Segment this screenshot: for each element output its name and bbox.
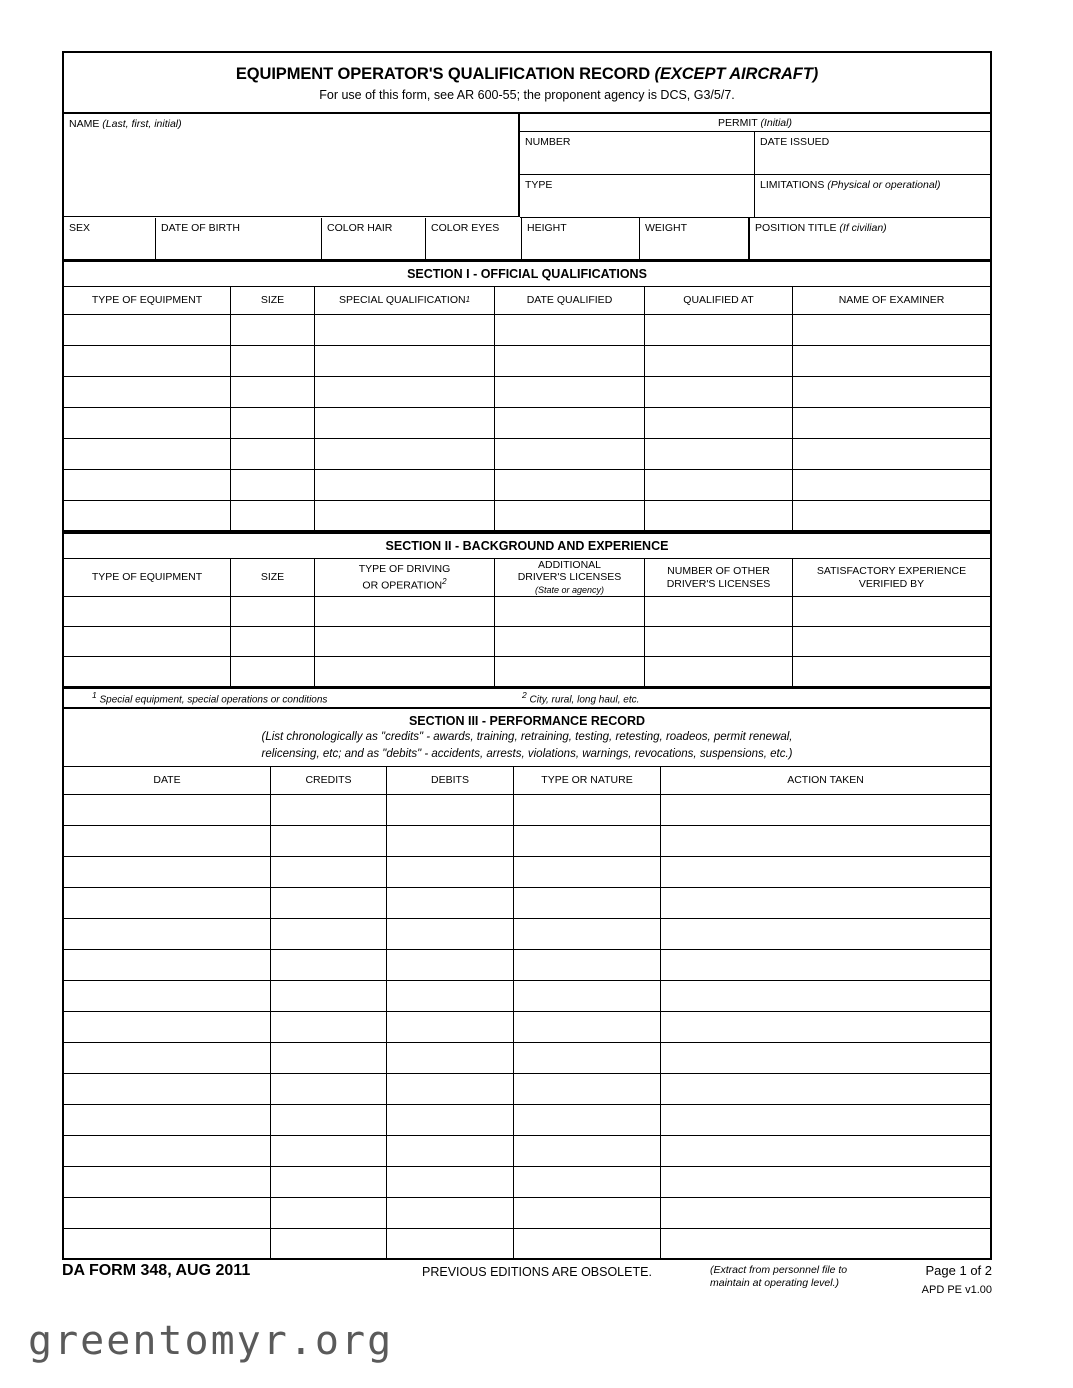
table-cell[interactable] bbox=[315, 597, 495, 627]
table-cell[interactable] bbox=[387, 1229, 514, 1260]
table-cell[interactable] bbox=[231, 315, 315, 346]
table-cell[interactable] bbox=[495, 597, 645, 627]
extract-notice bbox=[710, 1264, 900, 1290]
extract-line-1: (Extract from personnel file to bbox=[710, 1264, 848, 1276]
col3-type-or-nature: TYPE OR NATURE bbox=[514, 767, 661, 795]
table-cell[interactable] bbox=[793, 377, 990, 408]
table-cell[interactable] bbox=[514, 1012, 661, 1043]
table-cell[interactable] bbox=[64, 1136, 271, 1167]
table-cell[interactable] bbox=[514, 888, 661, 919]
table-cell[interactable] bbox=[271, 981, 387, 1012]
table-cell[interactable] bbox=[645, 315, 793, 346]
table-row bbox=[64, 1105, 990, 1136]
limitations-label: LIMITATIONS (Physical or operational) bbox=[760, 179, 941, 191]
table-cell[interactable] bbox=[661, 919, 990, 950]
sex-field[interactable] bbox=[64, 218, 156, 260]
table-cell[interactable] bbox=[514, 857, 661, 888]
table-cell[interactable] bbox=[315, 408, 495, 439]
table-row bbox=[64, 657, 990, 687]
section-3-sub-line-2: relicensing, etc; and as "debits" - accidents, arrests, violations, warnings, revocations, suspensions, etc.) bbox=[261, 747, 793, 760]
table-cell[interactable] bbox=[514, 1043, 661, 1074]
col2-type-of-equipment: TYPE OF EQUIPMENT bbox=[64, 559, 231, 597]
table-cell[interactable] bbox=[661, 1167, 990, 1198]
table-row bbox=[64, 888, 990, 919]
apd-version: APD PE v1.00 bbox=[921, 1284, 992, 1296]
color-eyes-label: COLOR EYES bbox=[431, 222, 500, 234]
table-cell[interactable] bbox=[64, 597, 231, 627]
weight-label: WEIGHT bbox=[645, 222, 687, 234]
table-cell[interactable] bbox=[387, 888, 514, 919]
color-hair-field[interactable] bbox=[322, 218, 426, 260]
site-watermark: greentomyr.org bbox=[28, 1318, 394, 1364]
page-number: Page 1 of 2 bbox=[925, 1263, 992, 1278]
table-cell[interactable] bbox=[387, 1012, 514, 1043]
col3-action-taken: ACTION TAKEN bbox=[661, 767, 990, 795]
table-cell[interactable] bbox=[64, 795, 271, 826]
table-cell[interactable] bbox=[231, 657, 315, 687]
table-cell[interactable] bbox=[793, 657, 990, 687]
table-cell[interactable] bbox=[645, 627, 793, 657]
table-cell[interactable] bbox=[661, 950, 990, 981]
table-cell[interactable] bbox=[315, 315, 495, 346]
table-cell[interactable] bbox=[514, 1198, 661, 1229]
demographics-block bbox=[64, 218, 990, 260]
table-cell[interactable] bbox=[315, 346, 495, 377]
table-row bbox=[64, 795, 990, 826]
table-cell[interactable] bbox=[64, 657, 231, 687]
table-cell[interactable] bbox=[661, 1012, 990, 1043]
height-label: HEIGHT bbox=[527, 222, 567, 234]
table-cell[interactable] bbox=[793, 597, 990, 627]
table-cell[interactable] bbox=[661, 1043, 990, 1074]
table-cell[interactable] bbox=[645, 346, 793, 377]
table-row bbox=[64, 857, 990, 888]
table-cell[interactable] bbox=[387, 1198, 514, 1229]
table-cell[interactable] bbox=[64, 1167, 271, 1198]
page-title bbox=[64, 65, 990, 84]
table-row bbox=[64, 1074, 990, 1105]
table-cell[interactable] bbox=[495, 439, 645, 470]
name-label: NAME (Last, first, initial) bbox=[69, 118, 182, 130]
table-cell[interactable] bbox=[64, 950, 271, 981]
limitations-field[interactable] bbox=[755, 175, 990, 218]
col2-number-of-other-licenses: NUMBER OF OTHER DRIVER'S LICENSES bbox=[645, 559, 793, 597]
table-row bbox=[64, 627, 990, 657]
name-hint: (Last, first, initial) bbox=[102, 118, 182, 130]
table-cell[interactable] bbox=[271, 1043, 387, 1074]
table-cell[interactable] bbox=[64, 346, 231, 377]
section-1-header-row bbox=[64, 287, 990, 315]
table-cell[interactable] bbox=[64, 1074, 271, 1105]
identity-block bbox=[64, 114, 990, 218]
table-cell[interactable] bbox=[495, 377, 645, 408]
table-cell[interactable] bbox=[645, 408, 793, 439]
table-cell[interactable] bbox=[514, 1167, 661, 1198]
table-row bbox=[64, 439, 990, 470]
height-field[interactable] bbox=[522, 218, 640, 260]
table-cell[interactable] bbox=[271, 1012, 387, 1043]
table-cell[interactable] bbox=[231, 439, 315, 470]
table-row bbox=[64, 597, 990, 627]
title-italic-text: (EXCEPT AIRCRAFT) bbox=[654, 65, 819, 83]
table-row bbox=[64, 1012, 990, 1043]
table-cell[interactable] bbox=[271, 857, 387, 888]
table-cell[interactable] bbox=[271, 826, 387, 857]
table-cell[interactable] bbox=[661, 888, 990, 919]
table-cell[interactable] bbox=[64, 1012, 271, 1043]
table-cell[interactable] bbox=[231, 377, 315, 408]
section-2-header-row bbox=[64, 559, 990, 597]
table-cell[interactable] bbox=[271, 1229, 387, 1260]
table-cell[interactable] bbox=[793, 627, 990, 657]
da-form-348 bbox=[62, 51, 992, 1260]
col-qualified-at: QUALIFIED AT bbox=[645, 287, 793, 315]
table-cell[interactable] bbox=[271, 888, 387, 919]
table-cell[interactable] bbox=[64, 377, 231, 408]
table-cell[interactable] bbox=[271, 795, 387, 826]
table-cell[interactable] bbox=[271, 1136, 387, 1167]
col-special-qualification: SPECIAL QUALIFICATION 1 bbox=[315, 287, 495, 315]
table-cell[interactable] bbox=[387, 1074, 514, 1105]
table-cell[interactable] bbox=[661, 857, 990, 888]
table-cell[interactable] bbox=[64, 857, 271, 888]
table-cell[interactable] bbox=[645, 501, 793, 532]
form-title-block bbox=[64, 53, 990, 114]
col2-type-of-driving: TYPE OF DRIVING OR OPERATION$^2$ bbox=[315, 559, 495, 597]
table-cell[interactable] bbox=[231, 627, 315, 657]
table-cell[interactable] bbox=[793, 470, 990, 501]
section-1-bar: SECTION I - OFFICIAL QUALIFICATIONS bbox=[64, 260, 990, 287]
table-cell[interactable] bbox=[387, 1167, 514, 1198]
footnote-marker-2: 2 bbox=[442, 576, 447, 586]
table-cell[interactable] bbox=[514, 1136, 661, 1167]
table-row bbox=[64, 346, 990, 377]
table-cell[interactable] bbox=[495, 657, 645, 687]
col2-additional-drivers-licenses: ADDITIONAL DRIVER'S LICENSES (State or agency) bbox=[495, 559, 645, 597]
table-cell[interactable] bbox=[661, 795, 990, 826]
table-cell[interactable] bbox=[661, 1198, 990, 1229]
table-cell[interactable] bbox=[315, 627, 495, 657]
table-row bbox=[64, 1229, 990, 1260]
date-issued-label: DATE ISSUED bbox=[760, 136, 830, 148]
permit-type-field[interactable] bbox=[520, 175, 755, 218]
table-cell[interactable] bbox=[271, 1167, 387, 1198]
table-cell[interactable] bbox=[514, 981, 661, 1012]
date-issued-field[interactable] bbox=[755, 132, 990, 175]
table-cell[interactable] bbox=[387, 857, 514, 888]
table-cell[interactable] bbox=[387, 826, 514, 857]
section-3-sub-line-1: (List chronologically as "credits" - awards, training, retraining, testing, retesting, roadeos, permit renewal, bbox=[261, 731, 793, 743]
table-cell[interactable] bbox=[271, 1198, 387, 1229]
table-cell[interactable] bbox=[514, 950, 661, 981]
table-row bbox=[64, 1198, 990, 1229]
table-cell[interactable] bbox=[387, 950, 514, 981]
table-cell[interactable] bbox=[64, 470, 231, 501]
form-footer bbox=[62, 1258, 992, 1310]
table-cell[interactable] bbox=[231, 470, 315, 501]
section-3-header-row bbox=[64, 767, 990, 795]
table-row bbox=[64, 470, 990, 501]
col-name-of-examiner: NAME OF EXAMINER bbox=[793, 287, 990, 315]
table-cell[interactable] bbox=[271, 919, 387, 950]
col2-satisfactory-experience: SATISFACTORY EXPERIENCE VERIFIED BY bbox=[793, 559, 990, 597]
permit-number-label: NUMBER bbox=[525, 136, 571, 148]
table-row bbox=[64, 377, 990, 408]
table-cell[interactable] bbox=[315, 377, 495, 408]
table-cell[interactable] bbox=[495, 627, 645, 657]
section-2-bar: SECTION II - BACKGROUND AND EXPERIENCE bbox=[64, 532, 990, 559]
table-cell[interactable] bbox=[64, 919, 271, 950]
sex-label: SEX bbox=[69, 222, 91, 234]
table-cell[interactable] bbox=[793, 346, 990, 377]
permit-group-label: PERMIT (Initial) bbox=[520, 114, 990, 132]
table-cell[interactable] bbox=[514, 1105, 661, 1136]
table-row bbox=[64, 919, 990, 950]
col3-date: DATE bbox=[64, 767, 271, 795]
color-eyes-field[interactable] bbox=[426, 218, 522, 260]
table-row bbox=[64, 981, 990, 1012]
table-cell[interactable] bbox=[64, 627, 231, 657]
table-cell[interactable] bbox=[645, 657, 793, 687]
table-cell[interactable] bbox=[514, 1074, 661, 1105]
table-cell[interactable] bbox=[231, 346, 315, 377]
permit-number-field[interactable] bbox=[520, 132, 755, 175]
footnote-1: $^1$ Special equipment, special operations or conditions bbox=[92, 690, 328, 706]
col-size: SIZE bbox=[231, 287, 315, 315]
table-cell[interactable] bbox=[64, 315, 231, 346]
table-cell[interactable] bbox=[495, 470, 645, 501]
weight-field[interactable] bbox=[640, 218, 750, 260]
table-cell[interactable] bbox=[387, 981, 514, 1012]
table-cell[interactable] bbox=[793, 408, 990, 439]
table-cell[interactable] bbox=[645, 377, 793, 408]
section-2-rows bbox=[64, 597, 990, 687]
table-row bbox=[64, 826, 990, 857]
previous-editions-notice: PREVIOUS EDITIONS ARE OBSOLETE. bbox=[422, 1265, 652, 1279]
table-row bbox=[64, 950, 990, 981]
table-row bbox=[64, 1167, 990, 1198]
table-row bbox=[64, 1043, 990, 1074]
table-row bbox=[64, 408, 990, 439]
table-row bbox=[64, 315, 990, 346]
name-field[interactable] bbox=[64, 114, 520, 217]
table-cell[interactable] bbox=[387, 795, 514, 826]
table-cell[interactable] bbox=[271, 1105, 387, 1136]
table-cell[interactable] bbox=[495, 315, 645, 346]
title-main-text: EQUIPMENT OPERATOR'S QUALIFICATION RECORD bbox=[235, 65, 655, 83]
form-number: DA FORM 348, AUG 2011 bbox=[62, 1262, 251, 1279]
table-cell[interactable] bbox=[64, 1198, 271, 1229]
table-cell[interactable] bbox=[271, 950, 387, 981]
table-cell[interactable] bbox=[64, 826, 271, 857]
col3-credits: CREDITS bbox=[271, 767, 387, 795]
color-hair-label: COLOR HAIR bbox=[327, 222, 393, 234]
table-cell[interactable] bbox=[64, 408, 231, 439]
col-type-of-equipment: TYPE OF EQUIPMENT bbox=[64, 287, 231, 315]
section-3-rows bbox=[64, 795, 990, 1260]
table-cell[interactable] bbox=[315, 439, 495, 470]
section-3-bar bbox=[64, 709, 990, 767]
table-cell[interactable] bbox=[315, 657, 495, 687]
col2-size: SIZE bbox=[231, 559, 315, 597]
table-cell[interactable] bbox=[661, 1074, 990, 1105]
table-cell[interactable] bbox=[64, 439, 231, 470]
table-cell[interactable] bbox=[495, 346, 645, 377]
permit-type-label: TYPE bbox=[525, 179, 553, 191]
table-cell[interactable] bbox=[231, 501, 315, 532]
table-cell[interactable] bbox=[645, 470, 793, 501]
table-cell[interactable] bbox=[231, 597, 315, 627]
table-cell[interactable] bbox=[387, 1105, 514, 1136]
table-cell[interactable] bbox=[387, 1136, 514, 1167]
table-cell[interactable] bbox=[645, 597, 793, 627]
table-cell[interactable] bbox=[661, 1229, 990, 1260]
table-cell[interactable] bbox=[514, 919, 661, 950]
footnote-marker-1: 1 bbox=[465, 295, 471, 305]
table-cell[interactable] bbox=[387, 919, 514, 950]
position-title-label: POSITION TITLE (If civilian) bbox=[755, 222, 887, 234]
table-cell[interactable] bbox=[64, 888, 271, 919]
table-row bbox=[64, 1136, 990, 1167]
table-cell[interactable] bbox=[514, 826, 661, 857]
table-cell[interactable] bbox=[495, 501, 645, 532]
table-row bbox=[64, 501, 990, 532]
table-cell[interactable] bbox=[64, 1229, 271, 1260]
table-cell[interactable] bbox=[315, 470, 495, 501]
date-of-birth-label: DATE OF BIRTH bbox=[161, 222, 240, 234]
table-cell[interactable] bbox=[387, 1043, 514, 1074]
position-title-field[interactable] bbox=[750, 218, 990, 260]
table-cell[interactable] bbox=[793, 439, 990, 470]
footnote-2: $^2$ City, rural, long haul, etc. bbox=[522, 690, 640, 706]
form-subtitle: For use of this form, see AR 600-55; the proponent agency is DCS, G3/5/7. bbox=[319, 88, 735, 102]
footnote-strip bbox=[64, 687, 990, 709]
table-cell[interactable] bbox=[661, 1136, 990, 1167]
col3-debits: DEBITS bbox=[387, 767, 514, 795]
table-cell[interactable] bbox=[64, 501, 231, 532]
date-of-birth-field[interactable] bbox=[156, 218, 322, 260]
table-cell[interactable] bbox=[793, 315, 990, 346]
permit-group bbox=[520, 114, 990, 218]
section-3-title: SECTION III - PERFORMANCE RECORD bbox=[408, 714, 646, 728]
table-cell[interactable] bbox=[645, 439, 793, 470]
table-cell[interactable] bbox=[231, 408, 315, 439]
table-cell[interactable] bbox=[315, 501, 495, 532]
table-cell[interactable] bbox=[495, 408, 645, 439]
table-cell[interactable] bbox=[514, 1229, 661, 1260]
table-cell[interactable] bbox=[514, 795, 661, 826]
table-cell[interactable] bbox=[793, 501, 990, 532]
table-cell[interactable] bbox=[64, 1043, 271, 1074]
section-1-rows bbox=[64, 315, 990, 532]
table-cell[interactable] bbox=[661, 981, 990, 1012]
table-cell[interactable] bbox=[661, 826, 990, 857]
col-date-qualified: DATE QUALIFIED bbox=[495, 287, 645, 315]
table-cell[interactable] bbox=[64, 981, 271, 1012]
table-cell[interactable] bbox=[271, 1074, 387, 1105]
extract-line-2: maintain at operating level.) bbox=[710, 1277, 839, 1289]
table-cell[interactable] bbox=[64, 1105, 271, 1136]
table-cell[interactable] bbox=[661, 1105, 990, 1136]
